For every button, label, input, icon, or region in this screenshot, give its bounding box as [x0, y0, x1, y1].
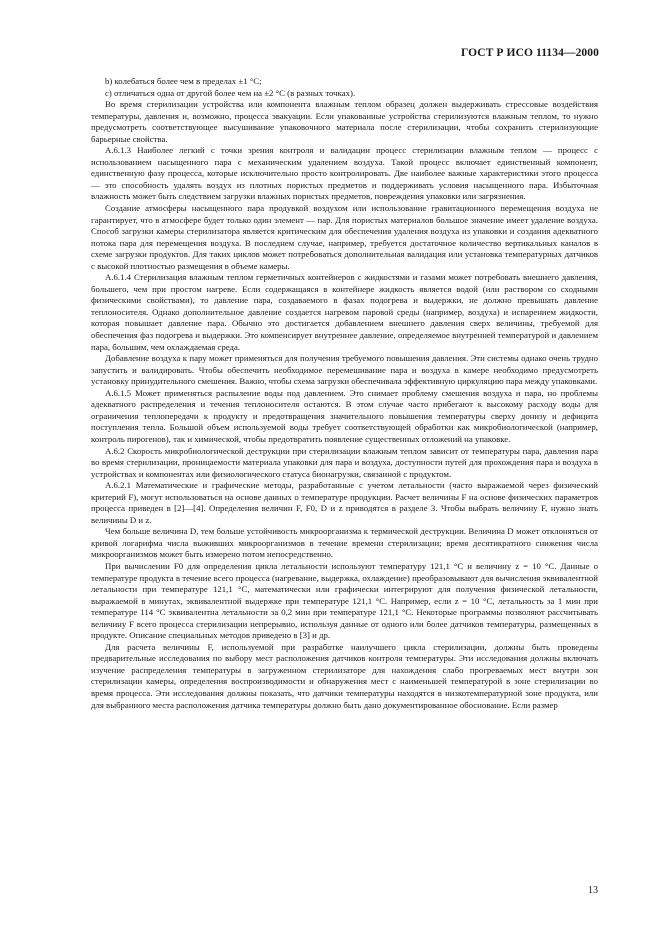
paragraph-a614: А.6.1.4 Стерилизация влажным теплом герметичных контейнеров с жидкостями и газами может потребовать внешнего давления, большего, чем при простом нагреве. Если содержащаяся в контейнере жидкость является водой (или раствором со сходными физическими свойствами), то давление пара, создаваемого в фазах подогрева и выдержки, не должно превышать давление теплоносителя. Однако дополнительное давление создается нагревом паровой среды (например, воздуха) и испарением жидкости, которая повышает давление пара. Обычно это достигается добавлением внешнего давления сверх величины, требуемой для обеспечения фаз подогрева и выдержки. Это компенсирует внутреннее давление, определяемое внутренней температурой и давлением пара, большим, чем охлаждаемая среда.: [91, 272, 598, 352]
paragraph-a62: А.6.2 Скорость микробиологической деструкции при стерилизации влажным теплом зависит от температуры пара, давления пара во время стерилизации, проницаемости материала упаковки для пара и воздуха, доступности путей для прохождения пара и воздуха в устройствах и компонентах или физиологического статуса бионагрузки, связанной с продуктом.: [91, 445, 598, 479]
paragraph: Создание атмосферы насыщенного пара продувкой воздухом или использование гравитационного перемещения воздуха не гарантирует, что в атмосфере будет только один элемент — пар. Для пористых материалов большое значение имеет удаление воздуха. Способ загрузки камеры стерилизатора является критическим для обеспечения удаления воздуха из упаковки и создания адекватного потока пара для перемещения воздуха. В последнем случае, например, требуется достаточное количество вертикальных каналов в схеме загрузки продуктов. Для таких циклов может потребоваться дополнительная валидация или установка температурных датчиков с высокой плотностью размещения в объеме камеры.: [91, 203, 598, 271]
paragraph: Для расчета величины F, используемой при разработке наилучшего цикла стерилизации, должны быть проведены предварительные исследования по выбору мест расположения датчиков контроля температуры. Эти исследования должны включать изучение распределения температуры в загруженном стерилизаторе для нахождения слабо прогреваемых мест внутри зон стерилизации камеры, определения воспроизводимости и обнаружения мест с наименьшей температурой в зоне стерилизации во время процесса. Эти исследования должны показать, что датчики температуры находятся в низкотемпературной зоне продукта, или для выбранного места расположения датчика температуры должно быть дано документированное обоснование. Если размер: [91, 641, 598, 710]
paragraph: Добавление воздуха к пару может применяться для получения требуемого повышения давления. Эти системы однако очень трудно запустить и валидировать. Чтобы обеспечить необходимое перемешивание пара и воздуха в камере необходимо предусмотреть установку принудительного смешения. Важно, чтобы схема загрузки обеспечивала эффективную циркуляцию пара между упаковками.: [91, 353, 598, 387]
page-header-standard-id: ГОСТ Р ИСО 11134—2000: [460, 47, 599, 59]
page-number: 13: [588, 885, 598, 896]
paragraph-a613: А.6.1.3 Наиболее легкий с точки зрения контроля и валидации процесс стерилизации влажным теплом — процесс с использованием насыщенного пара с механическим удалением воздуха. Такой процесс включает единственный компонент, единственную фазу процесса, которые исключительно просто контролировать. Две наиболее важные характеристики этого процесса — это способность удалять воздух из плотных пористых предметов и поддерживать условия насыщенного пара. Избыточная влажность может быть следствием загрузки влажных пористых предметов, повреждения упаковки или загрязнения.: [91, 145, 598, 202]
paragraph: При вычислении F0 для определения цикла летальности используют температуру 121,1 °С и величину z = 10 °С. Данные о температуре продукта в течение всего процесса (нагревание, выдержка, охлаждение) преобразовывают для вычисления эквивалентной летальности при температуре 121,1 °С, математически или графически интегрируют для получения физической летальности, выражаемой в минутах, эквивалентной выдержке при температуре 121,1 °С. Например, если z = 10 °С, летальность за 1 мин при температуре 114 °С эквивалентна летальности за 0,2 мин при температуре 121,1 °С. Некоторые программы позволяют рассчитывать величину F всего процесса стерилизации непрерывно, используя данные от одного или более датчиков температуры, размещенных в продукте. Описание специальных методов приведено в [3] и др.: [91, 560, 598, 641]
paragraph-a621: А.6.2.1 Математические и графические методы, разработанные с учетом летальности (часто выражаемой через физический критерий F), могут использоваться на основе данных о температуре продукции. Расчет величины F на основе физических параметров процесса приведен в [2]—[4]. Определения величин F, F0, D и z приводятся в разделе 3. Чтобы выбрать величину F, нужно знать величины D и z.: [91, 480, 598, 525]
paragraph: Чем больше величина D, тем больше устойчивость микроорганизма к термической деструкции. Величина D может отклоняться от кривой логарифма числа выживших микроорганизмов в течение времени стерилизации; время десятикратного снижения числа микроорганизмов может быть измерено потом непосредственно.: [91, 526, 598, 560]
list-item-c: с) отличаться одна от другой более чем на ±2 °С (в разных точках).: [105, 87, 356, 98]
paragraph: Во время стерилизации устройства или компонента влажным теплом образец должен выдерживать стрессовые воздействия температуры, давления и, возможно, процесса эвакуации. Если упакованные устройства стерилизуются влажным теплом, то нужно предусмотреть соответствующее высушивание упаковочного материала после стерилизации, чтобы сохранить стерилизующие барьерные свойства.: [91, 99, 598, 144]
list-item-b: b) колебаться более чем в пределах ±1 °С;: [105, 76, 262, 86]
paragraph-a615: А.6.1.5 Может применяться распыление воды под давлением. Это снимает проблему смешения воздуха и пара, но проблемы адекватного распределения и течения теплоносителя остаются. В этом случае часто прибегают к высокому расходу воды для ограничения теплопередачи к продукту и предотвращения значительного повышения температуры сверху донизу и дефицита поступления тепла. Большой объем используемой воды требует соответствующей обработки как микробиологической (например, контроль пирогенов), так и химической, чтобы предотвратить появление существенных отложений на упаковке.: [91, 387, 598, 444]
body-text: [91, 76, 598, 711]
